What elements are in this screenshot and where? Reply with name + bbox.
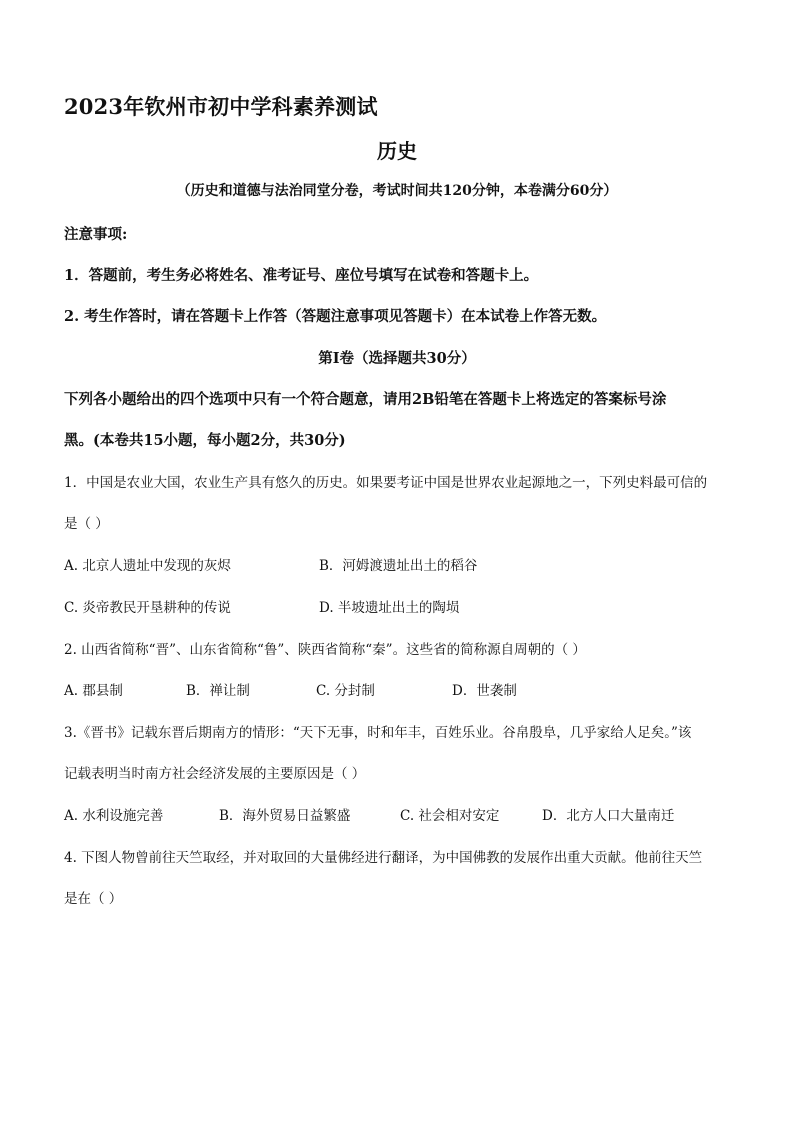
question-2-option-d: D．世袭制 <box>452 683 517 699</box>
question-3-option-b: B．海外贸易日益繁盛 <box>219 808 351 824</box>
question-1-option-c: C. 炎帝教民开垦耕种的传说 <box>64 600 231 616</box>
section-instruction-line2: 黑。(本卷共15小题，每小题2分，共30分) <box>64 432 346 449</box>
question-2-stem-line1: 2. 山西省简称“晋”、山东省简称“鲁”、陕西省简称“秦”。这些省的简称源自周朝的（ ） <box>64 642 586 658</box>
question-3-stem-line1: 3.《晋书》记载东晋后期南方的情形：“天下无事，时和年丰，百姓乐业。谷帛殷阜，几乎家给人足矣。”该 <box>64 725 692 741</box>
note-item-1: 1．答题前，考生务必将姓名、准考证号、座位号填写在试卷和答题卡上。 <box>64 267 539 284</box>
question-1-option-d: D. 半坡遗址出土的陶埙 <box>319 600 460 616</box>
notes-heading: 注意事项: <box>64 226 128 243</box>
question-2-option-a: A. 郡县制 <box>64 683 123 699</box>
question-2-option-c: C. 分封制 <box>316 683 375 699</box>
question-4-stem-line2: 是在（ ） <box>64 891 123 907</box>
question-2-options-row <box>64 681 744 701</box>
question-1-option-a: A. 北京人遗址中发现的灰烬 <box>64 558 231 574</box>
exam-info: （历史和道德与法治同堂分卷，考试时间共120分钟，本卷满分60分） <box>176 183 618 199</box>
section-instruction-line1: 下列各小题给出的四个选项中只有一个符合题意，请用2B铅笔在答题卡上将选定的答案标号涂 <box>64 391 667 408</box>
question-3-option-a: A. 水利设施完善 <box>64 808 164 824</box>
subject-title: 历史 <box>377 139 417 163</box>
question-1-options-row1 <box>64 556 744 576</box>
exam-main-title: 2023年钦州市初中学科素养测试 <box>64 94 378 119</box>
question-3-option-c: C. 社会相对安定 <box>400 808 500 824</box>
question-1-stem-line2: 是（ ） <box>64 516 109 532</box>
question-1-stem-line1: 1．中国是农业大国，农业生产具有悠久的历史。如果要考证中国是世界农业起源地之一，下列史料最可信的 <box>64 475 708 491</box>
question-1-option-b: B．河姆渡遗址出土的稻谷 <box>319 558 478 574</box>
question-3-options-row <box>64 806 744 826</box>
note-item-2: 2. 考生作答时，请在答题卡上作答（答题注意事项见答题卡）在本试卷上作答无数。 <box>64 308 607 325</box>
question-1-options-row2 <box>64 598 744 618</box>
question-4-stem-line1: 4. 下图人物曾前往天竺取经，并对取回的大量佛经进行翻译，为中国佛教的发展作出重大贡献。他前往天竺 <box>64 850 703 866</box>
question-2-option-b: B．禅让制 <box>186 683 250 699</box>
question-3-option-d: D．北方人口大量南迁 <box>542 808 675 824</box>
question-3-stem-line2: 记载表明当时南方社会经济发展的主要原因是（ ） <box>64 766 366 782</box>
section-title: 第Ⅰ卷（选择题共30分） <box>318 350 476 367</box>
